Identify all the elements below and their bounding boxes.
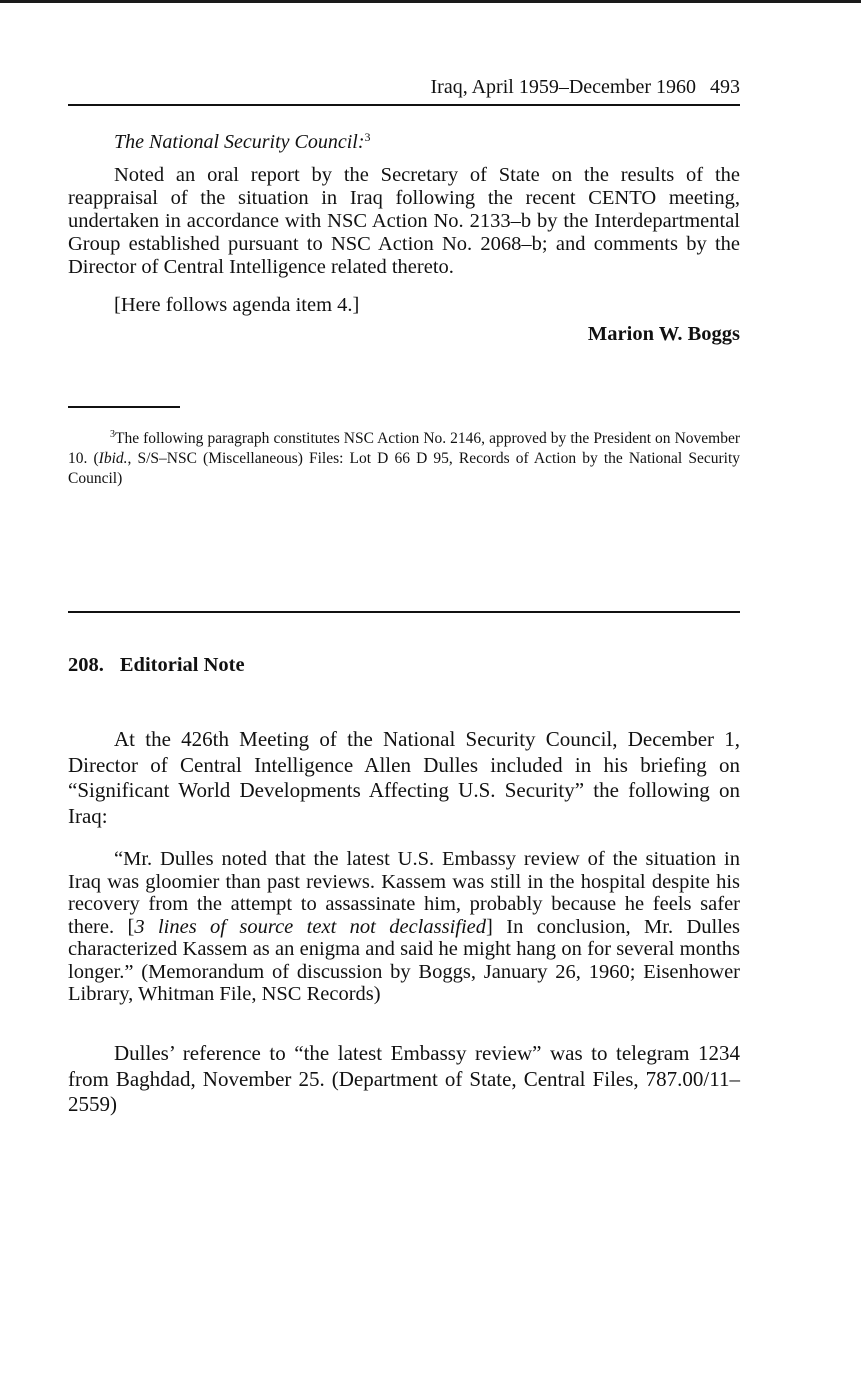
body-paragraph-quote [68,848,740,1006]
body-paragraph-meeting: At the 426th Meeting of the National Security Council, December 1, Director of Central Intelligence Allen Dulles included in his briefing on “Significant World Developments Affecting U.S. Security” the following on Iraq: [68,727,740,828]
signature: Marion W. Boggs [587,323,740,345]
document-number: 208. [68,654,104,676]
quote-text-before: “Mr. Dulles noted that the latest U.S. Embassy review of the situation in Iraq was gloomier than past reviews. Kassem was still in the hospital despite his recovery from the attempt to assassinate him, probably because he feels safer there. [ [68,848,740,938]
body-paragraph-reference: Dulles’ reference to “the latest Embassy review” was to telegram 1234 from Baghdad, November 25. (Department of State, Central Files, 787.00/11–2559) [68,1041,740,1116]
footnote-rule [68,406,180,408]
agenda-paragraph: [Here follows agenda item 4.] [114,294,360,316]
noted-paragraph: Noted an oral report by the Secretary of State on the results of the reappraisal of the situation in Iraq following the recent CENTO meeting, undertaken in accordance with NSC Action No. 2133–b by the Interdepartmental Group established pursuant to NSC Action No. 2068–b; and comments by the Director of Central Intelligence related thereto. [68,164,740,278]
page-number: 493 [710,76,740,98]
subhead-text: The National Security Council: [114,131,365,153]
quote-text-after: ] In conclusion, Mr. Dulles characterized Kassem as an enigma and said he might hang on for several months longer.” (Memorandum of discussion by Boggs, January 26, 1960; Eisenhower Library, Whitman File, NSC Records) [68,915,741,1005]
council-subhead [114,130,371,154]
page-top-edge [0,0,861,3]
footnote-ibid: Ibid. [98,450,128,467]
running-head [431,76,740,99]
header-rule [68,104,740,106]
document-title: Editorial Note [119,654,245,676]
footnote [68,425,740,489]
footnote-text-before: The following paragraph constitutes NSC Action No. 2146, approved by the President on November 10. ( [68,430,740,467]
footnote-text-after: , S/S–NSC (Miscellaneous) Files: Lot D 66 D 95, Records of Action by the National Security Council) [68,450,740,487]
section-divider [68,611,740,613]
running-head-title: Iraq, April 1959–December 1960 [430,76,696,98]
document-heading [68,654,245,677]
footnote-marker: 3 [110,429,115,440]
footnote-reference: 3 [364,130,371,144]
quote-not-declassified: 3 lines of source text not declassified [134,915,487,938]
